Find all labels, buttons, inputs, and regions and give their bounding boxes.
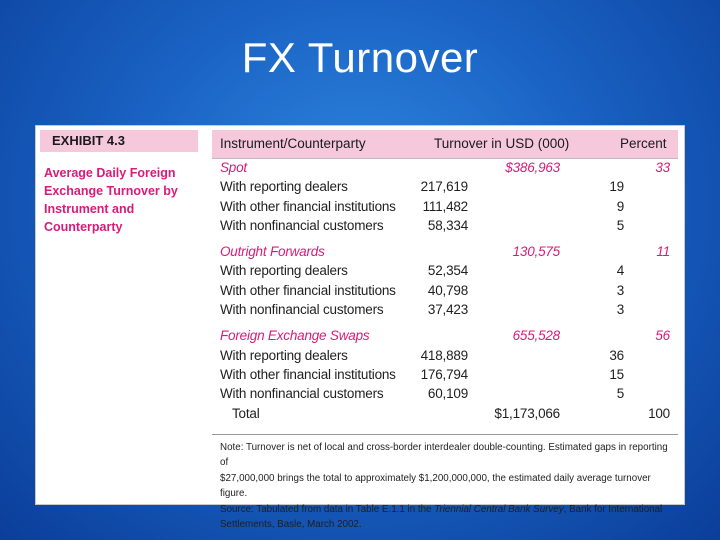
row-label: With other financial institutions: [220, 198, 396, 214]
table-note: [212, 434, 678, 532]
row-group-percent: 56: [655, 328, 670, 344]
row-total: 130,575: [512, 244, 560, 260]
row-subtotal: 217,619: [420, 179, 468, 195]
turnover-table: [212, 130, 678, 424]
row-subtotal: 52,354: [427, 263, 468, 279]
row-subtotal: 58,334: [427, 217, 468, 233]
table-row: [212, 347, 678, 366]
row-percent: 15: [609, 366, 624, 382]
table-row: [212, 262, 678, 281]
row-label: Outright Forwards: [220, 244, 325, 260]
total-row: [212, 405, 678, 424]
row-subtotal: 37,423: [427, 302, 468, 318]
table-body: [212, 159, 678, 424]
exhibit-sidebar: [36, 126, 206, 504]
group-row: [212, 327, 678, 346]
exhibit-tag: EXHIBIT 4.3: [40, 130, 198, 152]
row-total: $1,173,066: [494, 405, 560, 421]
row-label: With reporting dealers: [220, 347, 348, 363]
row-label: Total: [232, 405, 260, 421]
row-label: With nonfinancial customers: [220, 302, 384, 318]
table-row: [212, 198, 678, 217]
row-label: Spot: [220, 160, 247, 175]
row-total: 655,528: [512, 328, 560, 344]
row-percent: 5: [616, 386, 624, 402]
header-turnover: Turnover in USD (000): [434, 136, 570, 151]
row-percent: 4: [616, 263, 624, 279]
group-row: [212, 243, 678, 262]
row-subtotal: 60,109: [427, 386, 468, 402]
row-subtotal: 40,798: [427, 282, 468, 298]
row-percent: 36: [609, 347, 624, 363]
row-label: With nonfinancial customers: [220, 386, 384, 402]
row-label: With reporting dealers: [220, 263, 348, 279]
table-header: [212, 130, 678, 159]
row-percent: 19: [609, 179, 624, 195]
group-row: [212, 159, 678, 178]
source-prefix: Source: Tabulated from data in Table E.1.1 in the: [220, 503, 432, 515]
source-suffix: , Bank for International: [563, 503, 663, 515]
row-group-percent: 100: [648, 405, 670, 421]
row-label: Foreign Exchange Swaps: [220, 328, 370, 344]
slide-title: FX Turnover: [241, 34, 479, 81]
row-percent: 9: [616, 198, 624, 214]
row-label: With other financial institutions: [220, 282, 396, 298]
note-line: Note: Turnover is net of local and cross-border interdealer double-counting. Estimated gaps in reporting of: [220, 442, 668, 469]
table-row: [212, 301, 678, 320]
exhibit-caption: Average Daily Foreign Exchange Turnover by Instrument and Counterparty: [44, 166, 178, 234]
header-percent: Percent: [620, 136, 667, 151]
header-instrument: Instrument/Counterparty: [220, 136, 366, 151]
source-line: [220, 502, 672, 517]
table-row: [212, 178, 678, 197]
row-label: With reporting dealers: [220, 179, 348, 195]
row-label: With other financial institutions: [220, 366, 396, 382]
row-subtotal: 111,482: [422, 198, 468, 214]
table-row: [212, 366, 678, 385]
row-total: $386,963: [505, 160, 560, 175]
source-title: Triennial Central Bank Survey: [434, 503, 564, 515]
exhibit-panel: [36, 126, 684, 531]
row-percent: 5: [616, 217, 624, 233]
row-subtotal: 418,889: [420, 347, 468, 363]
row-subtotal: 176,794: [420, 366, 468, 382]
row-label: With nonfinancial customers: [220, 217, 384, 233]
note-line: $27,000,000 brings the total to approximately $1,200,000,000, the estimated daily average turnover figure.: [220, 472, 651, 500]
row-group-percent: 11: [656, 244, 670, 260]
row-percent: 3: [616, 282, 624, 298]
table-row: [212, 217, 678, 236]
row-percent: 3: [616, 302, 624, 318]
table-row: [212, 385, 678, 404]
note-line: Settlements, Basle, March 2002.: [220, 519, 362, 531]
table-row: [212, 282, 678, 301]
row-group-percent: 33: [655, 160, 670, 175]
